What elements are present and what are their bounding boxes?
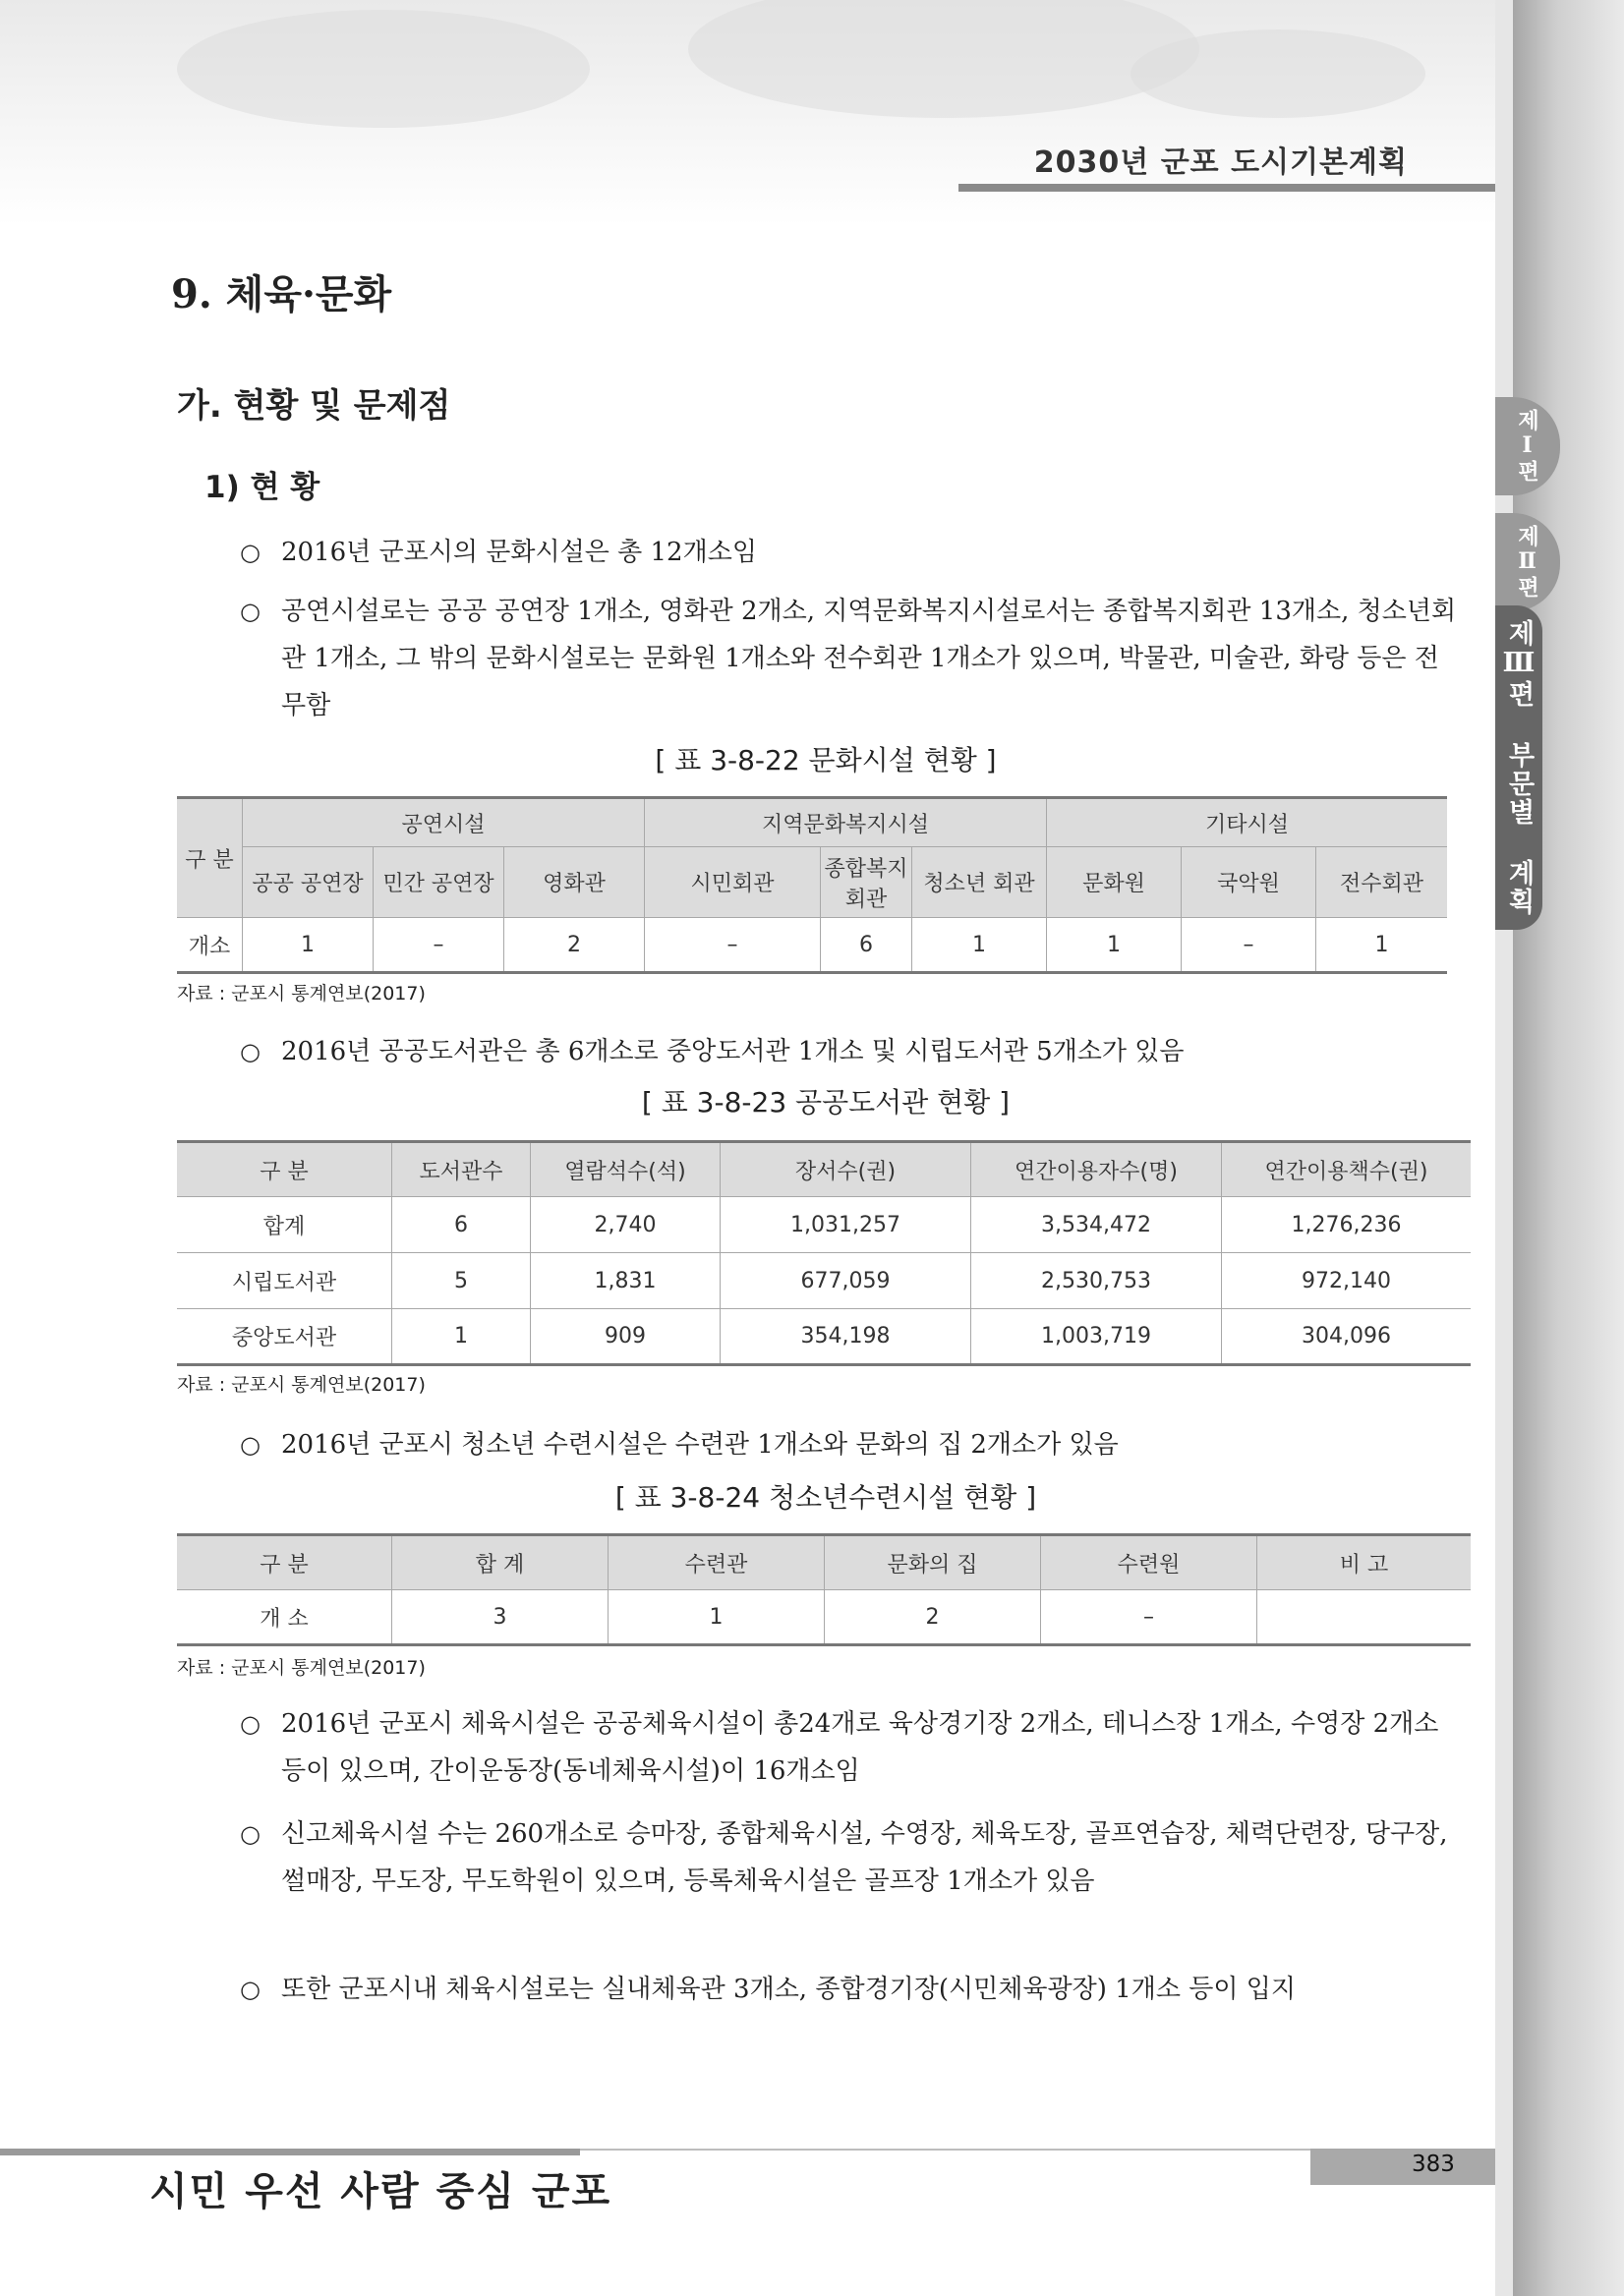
bullet-circle-icon: ○	[240, 1976, 261, 2003]
bullet-circle-icon: ○	[240, 539, 261, 566]
bullet-paragraph	[240, 1421, 1457, 1468]
column-header: 시민회관	[645, 847, 821, 918]
column-header: 구 분	[177, 1535, 392, 1590]
side-tab-part-3[interactable]: 제Ⅲ편 부문별 계획	[1495, 605, 1542, 930]
table-cell: 1,003,719	[971, 1309, 1222, 1365]
table-cell: 1,031,257	[721, 1197, 971, 1253]
table-cell: 2,530,753	[971, 1253, 1222, 1309]
table-row	[177, 1309, 1471, 1365]
bullet-paragraph	[240, 1028, 1457, 1075]
row-label: 합계	[177, 1197, 392, 1253]
table-cell: 2	[504, 918, 645, 973]
column-header: 청소년 회관	[912, 847, 1047, 918]
footer-accent-bar	[0, 2149, 580, 2155]
group-header: 공연시설	[243, 798, 645, 847]
table-cell: 1	[912, 918, 1047, 973]
table-cell: 677,059	[721, 1253, 971, 1309]
column-header: 문화원	[1047, 847, 1182, 918]
table-cell: –	[1182, 918, 1316, 973]
table-source: 자료 : 군포시 통계연보(2017)	[177, 1374, 426, 1396]
table-cell: 1	[1047, 918, 1182, 973]
table-cell	[1257, 1590, 1472, 1645]
table-cell: 972,140	[1222, 1253, 1472, 1309]
column-header: 열람석수(석)	[531, 1142, 721, 1197]
column-header: 연간이용책수(권)	[1222, 1142, 1472, 1197]
table-cell: 1,276,236	[1222, 1197, 1472, 1253]
side-tab-part-1[interactable]: 제Ⅰ편	[1495, 397, 1560, 495]
page-edge-strip	[1495, 0, 1513, 2296]
table-cell: 304,096	[1222, 1309, 1472, 1365]
column-header: 비 고	[1257, 1535, 1472, 1590]
table-cell: 3	[392, 1590, 609, 1645]
page-number: 383	[1412, 2152, 1455, 2177]
page-number-box	[1310, 2149, 1495, 2185]
side-tab-part-2[interactable]: 제Ⅱ편	[1495, 513, 1560, 611]
cloud-decoration	[1131, 29, 1425, 118]
table-cell: 1	[243, 918, 374, 973]
cloud-decoration	[688, 0, 1199, 118]
bullet-circle-icon: ○	[240, 598, 261, 625]
group-header: 기타시설	[1047, 798, 1448, 847]
table-cell: 1	[1316, 918, 1448, 973]
group-header: 지역문화복지시설	[645, 798, 1047, 847]
table-row	[177, 1197, 1471, 1253]
column-header: 장서수(권)	[721, 1142, 971, 1197]
table-cell: 1	[392, 1309, 531, 1365]
column-header: 수련원	[1041, 1535, 1257, 1590]
youth-facility-table	[177, 1533, 1471, 1646]
table-cell: 909	[531, 1309, 721, 1365]
table-cell: –	[374, 918, 504, 973]
paragraph-text: 2016년 공공도서관은 총 6개소로 중앙도서관 1개소 및 시립도서관 5개소가 있음	[281, 1037, 1185, 1066]
column-header: 구 분	[177, 1142, 392, 1197]
table-corner-header: 구 분	[177, 798, 243, 918]
paragraph-text: 공연시설로는 공공 공연장 1개소, 영화관 2개소, 지역문화복지시설로서는 종합복지회관 13개소, 청소년회관 1개소, 그 밖의 문화시설로는 문화원 1개소와 전수회관 1개소가 있으며, 박물관, 미술관, 화랑 등은 전무함	[281, 597, 1457, 720]
table-cell: 354,198	[721, 1309, 971, 1365]
table-source: 자료 : 군포시 통계연보(2017)	[177, 983, 426, 1004]
table-cell: 1,831	[531, 1253, 721, 1309]
bullet-paragraph	[240, 1700, 1457, 1795]
table-cell: 1	[609, 1590, 825, 1645]
table-row	[177, 1590, 1471, 1645]
subsection-title: 가. 현황 및 문제점	[177, 386, 451, 426]
column-header: 공공 공연장	[243, 847, 374, 918]
column-header: 도서관수	[392, 1142, 531, 1197]
table-cell: –	[1041, 1590, 1257, 1645]
table-caption: [ 표 3-8-22 문화시설 현황 ]	[655, 744, 997, 776]
table-cell: 6	[821, 918, 912, 973]
table-row	[177, 918, 1447, 973]
bullet-paragraph	[240, 1810, 1457, 1905]
paragraph-text: 2016년 군포시의 문화시설은 총 12개소임	[281, 538, 757, 567]
bullet-circle-icon: ○	[240, 1710, 261, 1738]
page-edge-shadow	[1513, 0, 1624, 2296]
footer-slogan: 시민 우선 사람 중심 군포	[149, 2168, 612, 2214]
column-header: 전수회관	[1316, 847, 1448, 918]
column-header: 연간이용자수(명)	[971, 1142, 1222, 1197]
table-cell: 6	[392, 1197, 531, 1253]
header-rule	[958, 184, 1495, 192]
table-cell: 5	[392, 1253, 531, 1309]
paragraph-text: 2016년 군포시 청소년 수련시설은 수련관 1개소와 문화의 집 2개소가 있음	[281, 1430, 1119, 1460]
table-row	[177, 1253, 1471, 1309]
column-header: 영화관	[504, 847, 645, 918]
row-label: 시립도서관	[177, 1253, 392, 1309]
column-header: 수련관	[609, 1535, 825, 1590]
row-label: 개 소	[177, 1590, 392, 1645]
bullet-paragraph	[240, 529, 1457, 576]
table-source: 자료 : 군포시 통계연보(2017)	[177, 1657, 426, 1679]
running-header-title: 2030년 군포 도시기본계획	[1033, 145, 1408, 180]
column-header: 국악원	[1182, 847, 1316, 918]
culture-facility-table	[177, 796, 1447, 974]
table-cell: 2	[825, 1590, 1041, 1645]
table-caption: [ 표 3-8-24 청소년수련시설 현황 ]	[614, 1481, 1037, 1514]
bullet-paragraph	[240, 588, 1457, 729]
section-title: 9. 체육·문화	[171, 271, 392, 317]
paragraph-text: 2016년 군포시 체육시설은 공공체육시설이 총24개로 육상경기장 2개소, 테니스장 1개소, 수영장 2개소 등이 있으며, 간이운동장(동네체육시설)이 16개소임	[281, 1709, 1439, 1786]
table-cell: 2,740	[531, 1197, 721, 1253]
column-header: 종합복지 회관	[821, 847, 912, 918]
paragraph-text: 신고체육시설 수는 260개소로 승마장, 종합체육시설, 수영장, 체육도장, 골프연습장, 체력단련장, 당구장, 썰매장, 무도장, 무도학원이 있으며, 등록체육시설은 골프장 1개소가 있음	[281, 1819, 1448, 1896]
bullet-circle-icon: ○	[240, 1431, 261, 1459]
column-header: 민간 공연장	[374, 847, 504, 918]
subsubsection-title: 1) 현 황	[204, 470, 320, 505]
table-cell: 3,534,472	[971, 1197, 1222, 1253]
paragraph-text: 또한 군포시내 체육시설로는 실내체육관 3개소, 종합경기장(시민체육광장) 1개소 등이 입지	[281, 1975, 1296, 2004]
row-label: 개소	[177, 918, 243, 973]
row-label: 중앙도서관	[177, 1309, 392, 1365]
table-cell: –	[645, 918, 821, 973]
bullet-paragraph	[240, 1966, 1457, 2013]
bullet-circle-icon: ○	[240, 1820, 261, 1848]
table-caption: [ 표 3-8-23 공공도서관 현황 ]	[641, 1086, 1011, 1119]
column-header: 합 계	[392, 1535, 609, 1590]
bullet-circle-icon: ○	[240, 1038, 261, 1065]
header-sky-background	[0, 0, 1514, 226]
cloud-decoration	[177, 10, 590, 128]
column-header: 문화의 집	[825, 1535, 1041, 1590]
library-table	[177, 1140, 1471, 1366]
